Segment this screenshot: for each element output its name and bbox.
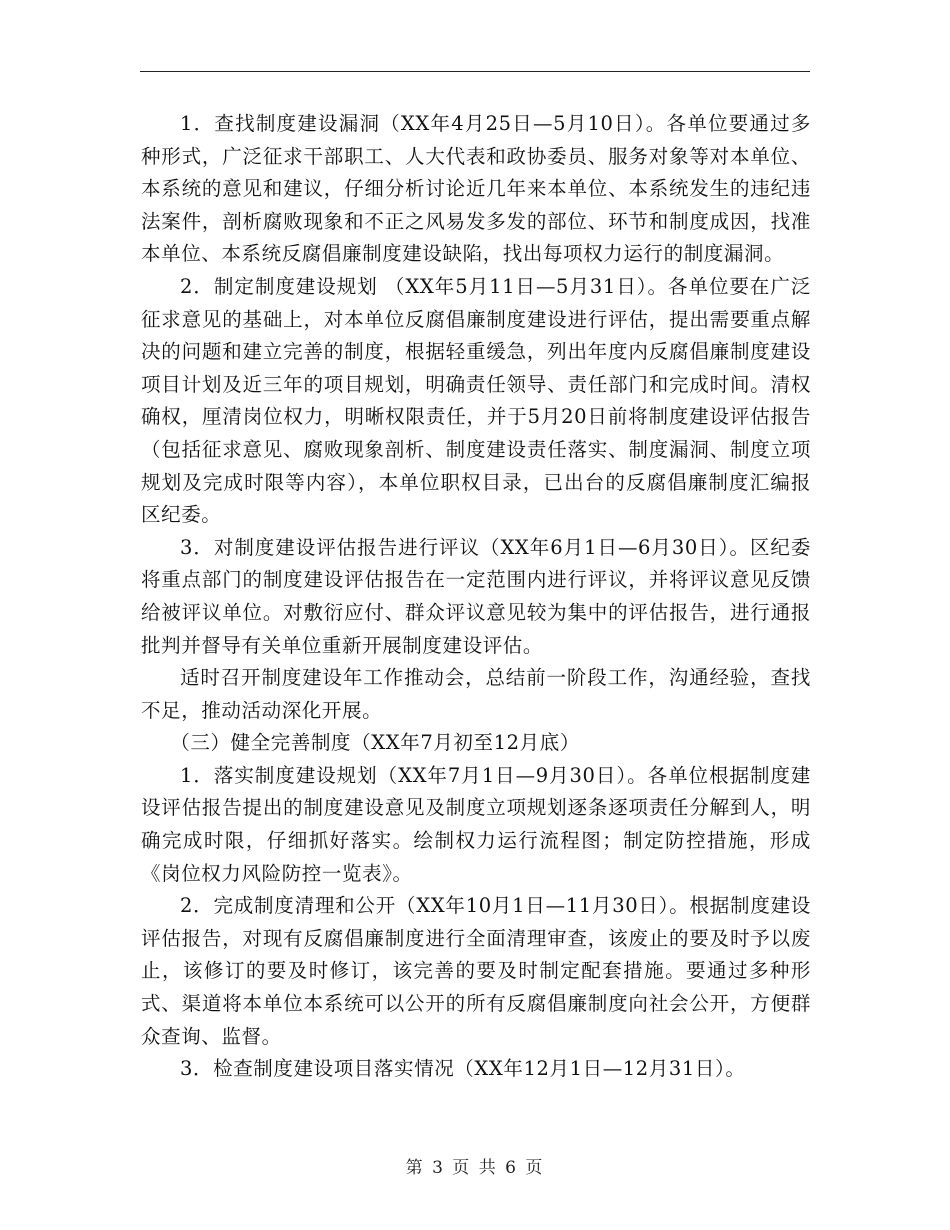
paragraph-evaluate-report: 3．对制度建设评估报告进行评议（XX年6月1日—6月30日）。区纪委将重点部门的制度建设评估报告在一定范围内进行评议，并将评议意见反馈给被评议单位。对敷衍应付、群众评议意见较为集中的评估报告，进行通报批判并督导有关单位重新开展制度建设评估。 bbox=[141, 535, 811, 657]
paragraph-formulate-plan: 2．制定制度建设规划 （XX年5月11日—5月31日）。各单位要在广泛征求意见的基础上，对本单位反腐倡廉制度建设进行评估，提出需要重点解决的问题和建立完善的制度，根据轻重缓急，列出年度内反腐倡廉制度建设项目计划及近三年的项目规划，明确责任领导、责任部门和完成时间。清权确权，厘清岗位权力，明晰权限责任，并于5月20日前将制度建设评估报告（包括征求意见、腐败现象剖析、制度建设责任落实、制度漏洞、制度立项规划及完成时限等内容），本单位职权目录，已出台的反腐倡廉制度汇编报区纪委。 bbox=[141, 274, 811, 527]
paragraph-inspect-projects: 3．检查制度建设项目落实情况（XX年12月1日—12月31日）。 bbox=[180, 1057, 746, 1081]
paragraph-find-loopholes: 1．查找制度建设漏洞（XX年4月25日—5月10日）。各单位要通过多种形式，广泛征求干部职工、人大代表和政协委员、服务对象等对本单位、本系统的意见和建议，仔细分析讨论近几年来本单位、本系统发生的违纪违法案件，剖析腐败现象和不正之风易发多发的部位、环节和制度成因，找准本单位、本系统反腐倡廉制度建设缺陷，找出每项权力运行的制度漏洞。 bbox=[141, 112, 811, 266]
page-number-footer: 第 3 页 共 6 页 bbox=[405, 1158, 545, 1178]
header-rule bbox=[140, 71, 810, 72]
paragraph-promotion-meeting: 适时召开制度建设年工作推动会，总结前一阶段工作，沟通经验，查找不足，推动活动深化开展。 bbox=[141, 666, 811, 722]
paragraph-implement-plan: 1．落实制度建设规划（XX年7月1日—9月30日）。各单位根据制度建设评估报告提出的制度建设意见及制度立项规划逐条逐项责任分解到人，明确完成时限，仔细抓好落实。绘制权力运行流程图；制定防控措施，形成《岗位权力风险防控一览表》。 bbox=[141, 763, 811, 885]
paragraph-clean-and-publish: 2．完成制度清理和公开（XX年10月1日—11月30日）。根据制度建设评估报告，对现有反腐倡廉制度进行全面清理审查，该废止的要及时予以废止，该修订的要及时修订，该完善的要及时制定配套措施。要通过多种形式、渠道将本单位本系统可以公开的所有反腐倡廉制度向社会公开，方便群众查询、监督。 bbox=[141, 894, 811, 1048]
document-body bbox=[141, 108, 811, 1086]
section-heading-improve-system: （三）健全完善制度（XX年7月初至12月底） bbox=[170, 731, 580, 755]
